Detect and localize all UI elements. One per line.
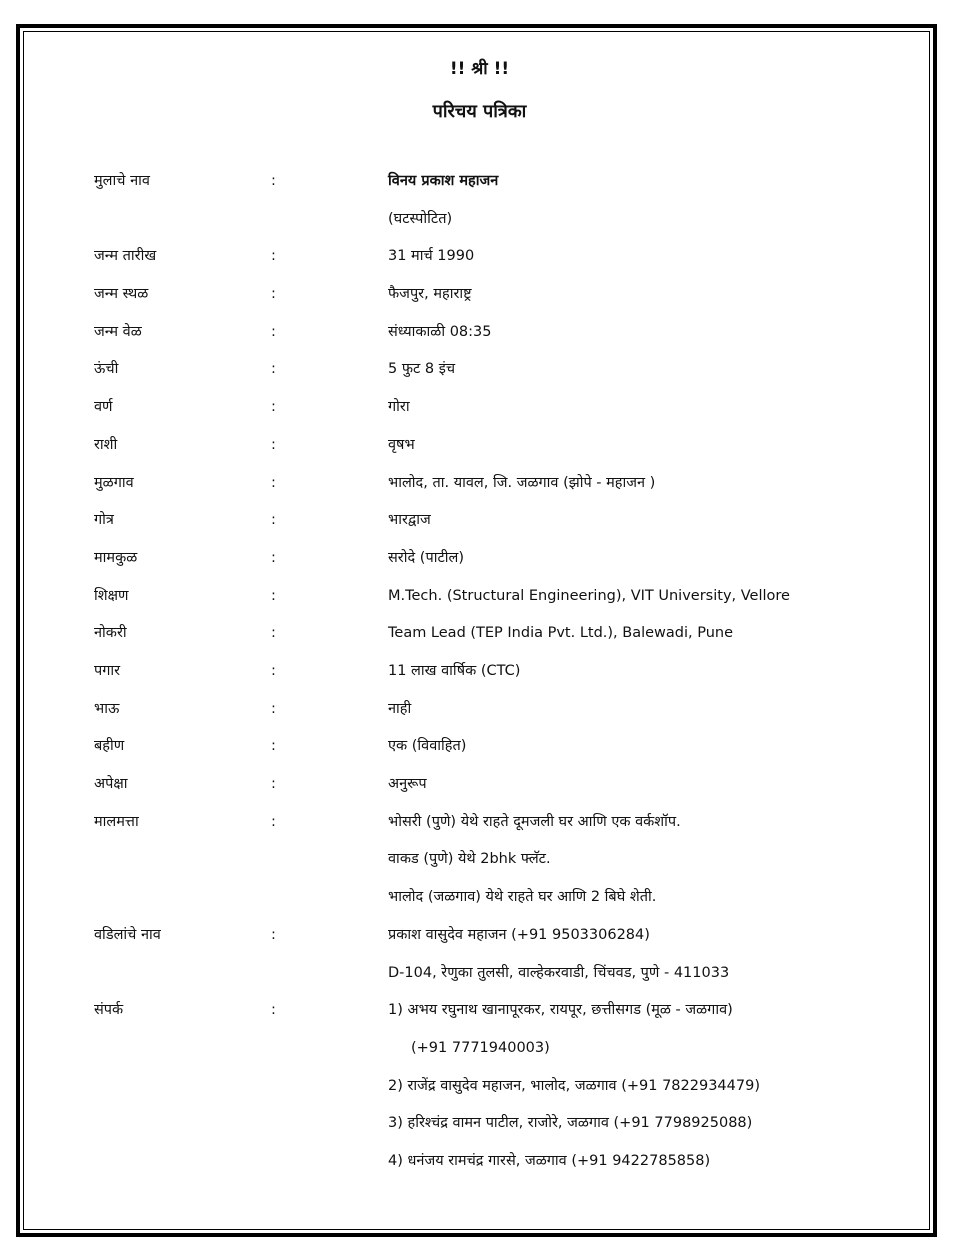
field-row-expectation [0, 772, 959, 796]
field-value: सरोदे (पाटील) [388, 550, 464, 566]
field-value: 11 लाख वार्षिक (CTC) [388, 663, 521, 679]
field-colon: : [271, 814, 276, 830]
field-value: भारद्वाज [388, 512, 431, 528]
field-row-salary [0, 659, 959, 683]
field-value: भालोद, ता. यावल, जि. जळगाव (झोपे - महाजन ) [388, 475, 656, 491]
field-label: राशी [94, 437, 118, 453]
field-colon: : [271, 738, 276, 754]
field-row-property [0, 810, 959, 834]
field-row-birth-place [0, 282, 959, 306]
field-value: 2) राजेंद्र वासुदेव महाजन, भालोद, जळगाव (+91 7822934479) [388, 1078, 760, 1094]
field-value: M.Tech. (Structural Engineering), VIT University, Vellore [388, 588, 790, 604]
field-colon: : [271, 437, 276, 453]
field-row-property-3 [0, 885, 959, 909]
field-value: अनुरूप [388, 776, 427, 792]
document-title: परिचय पत्रिका [432, 101, 527, 122]
field-colon: : [271, 701, 276, 717]
field-colon: : [271, 776, 276, 792]
field-value: (घटस्पोटित) [388, 211, 453, 227]
field-row-contact-3 [0, 1111, 959, 1135]
field-colon: : [271, 286, 276, 302]
field-row-zodiac [0, 433, 959, 457]
field-value: संध्याकाळी 08:35 [388, 324, 492, 340]
field-label: नोकरी [94, 625, 127, 641]
field-value: 4) धनंजय रामचंद्र गारसे, जळगाव (+91 9422785858) [388, 1153, 711, 1169]
field-label: भाऊ [94, 701, 120, 717]
field-value: 31 मार्च 1990 [388, 248, 475, 264]
field-row-native-place [0, 471, 959, 495]
field-value: 1) अभय रघुनाथ खानापूरकर, रायपूर, छत्तीसगड (मूळ - जळगाव) [388, 1002, 733, 1018]
field-value: प्रकाश वासुदेव महाजन (+91 9503306284) [388, 927, 650, 943]
field-label: मालमत्ता [94, 814, 139, 830]
field-row-contact-2 [0, 1074, 959, 1098]
field-label: मामकुळ [94, 550, 138, 566]
field-colon: : [271, 550, 276, 566]
field-value: वाकड (पुणे) येथे 2bhk फ्लॅट. [388, 851, 551, 867]
field-row-brother [0, 697, 959, 721]
field-value: (+91 7771940003) [411, 1040, 550, 1056]
field-colon: : [271, 248, 276, 264]
field-label: जन्म वेळ [94, 324, 142, 340]
field-colon: : [271, 324, 276, 340]
field-label: पगार [94, 663, 121, 679]
field-row-status [0, 207, 959, 231]
field-value: फैजपुर, महाराष्ट्र [388, 286, 472, 302]
field-label: बहीण [94, 738, 125, 754]
field-colon: : [271, 588, 276, 604]
field-row-contact [0, 998, 959, 1022]
field-label: गोत्र [94, 512, 114, 528]
field-colon: : [271, 927, 276, 943]
field-row-address [0, 961, 959, 985]
field-colon: : [271, 361, 276, 377]
field-label: मुलाचे नाव [94, 173, 150, 189]
field-label: जन्म तारीख [94, 248, 157, 264]
field-colon: : [271, 1002, 276, 1018]
field-colon: : [271, 625, 276, 641]
field-row-birth-time [0, 320, 959, 344]
field-row-contact-phone [0, 1036, 959, 1060]
field-label: संपर्क [94, 1002, 124, 1018]
field-row-education [0, 584, 959, 608]
field-colon: : [271, 173, 276, 189]
field-label: अपेक्षा [94, 776, 128, 792]
field-colon: : [271, 475, 276, 491]
field-label: वर्ण [94, 399, 113, 415]
field-row-job [0, 621, 959, 645]
field-label: शिक्षण [94, 588, 129, 604]
field-row-birth-date [0, 244, 959, 268]
field-value: नाही [388, 701, 412, 717]
field-value: भोसरी (पुणे) येथे राहते दूमजली घर आणि एक वर्कशॉप. [388, 814, 681, 830]
field-row-gotra [0, 508, 959, 532]
field-row-name [0, 169, 959, 193]
invocation-heading: !! श्री !! [449, 59, 510, 79]
field-row-height [0, 357, 959, 381]
field-value: D-104, रेणुका तुलसी, वाल्हेकरवाडी, चिंचवड, पुणे - 411033 [388, 965, 730, 981]
field-value: वृषभ [388, 437, 415, 453]
field-colon: : [271, 399, 276, 415]
field-value: विनय प्रकाश महाजन [388, 173, 499, 189]
field-label: मुळगाव [94, 475, 134, 491]
field-row-contact-4 [0, 1149, 959, 1173]
field-label: जन्म स्थळ [94, 286, 149, 302]
field-row-property-2 [0, 847, 959, 871]
field-value: 5 फुट 8 इंच [388, 361, 456, 377]
field-colon: : [271, 512, 276, 528]
field-value: 3) हरिश्चंद्र वामन पाटील, राजोरे, जळगाव (+91 7798925088) [388, 1115, 753, 1131]
field-value: Team Lead (TEP India Pvt. Ltd.), Balewadi, Pune [388, 625, 734, 641]
field-label: ऊंची [94, 361, 119, 377]
field-value: एक (विवाहित) [388, 738, 467, 754]
field-row-complexion [0, 395, 959, 419]
field-colon: : [271, 663, 276, 679]
field-row-sister [0, 734, 959, 758]
field-value: भालोद (जळगाव) येथे राहते घर आणि 2 बिघे शेती. [388, 889, 657, 905]
field-value: गोरा [388, 399, 410, 415]
field-row-father [0, 923, 959, 947]
field-label: वडिलांचे नाव [94, 927, 161, 943]
field-row-maternal-family [0, 546, 959, 570]
